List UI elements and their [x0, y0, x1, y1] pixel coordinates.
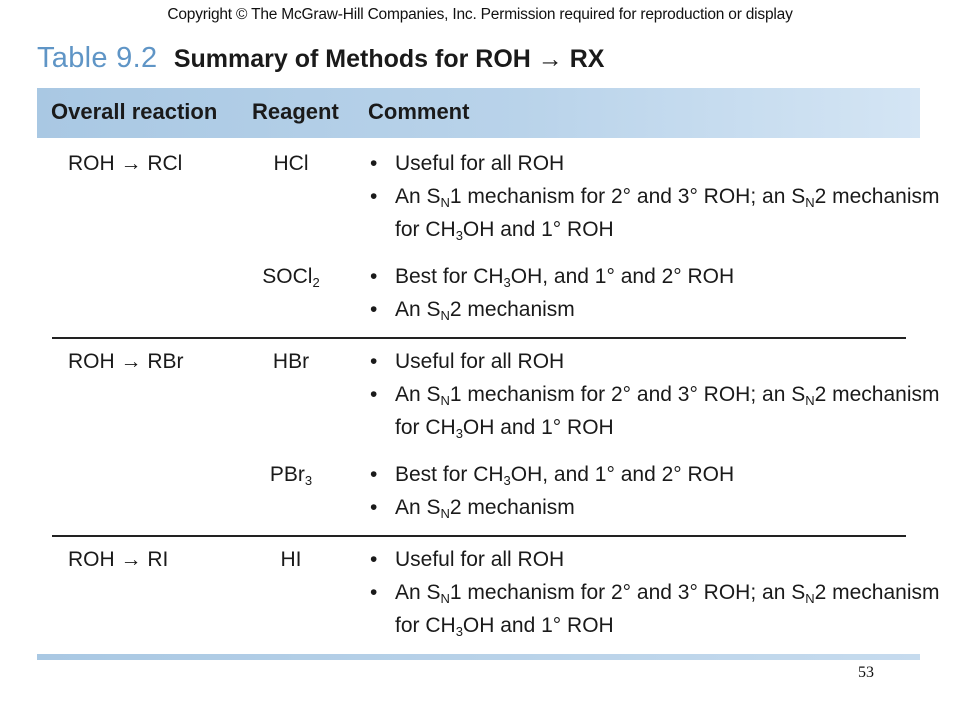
bullet-icon: • [370, 581, 378, 604]
reaction-rbr: ROH → RBr [68, 350, 184, 373]
list-item: • Useful for all ROH [370, 345, 940, 378]
comments-pbr3 [370, 458, 734, 524]
row-divider [52, 535, 906, 537]
comments-socl2 [370, 260, 734, 326]
comments-hi [370, 543, 940, 642]
column-header-reaction: Overall reaction [51, 99, 218, 124]
bullet-icon: • [370, 265, 378, 288]
list-item-continuation: for $CH_3OH$ and 1° ROH [395, 416, 614, 441]
reaction-rcl: ROH → RCl [68, 152, 183, 175]
column-header-reagent: Reagent [252, 99, 339, 124]
list-item: • An $S_N2$ mechanism [370, 491, 734, 524]
list-item: • Best for $CH_3OH$, and 1° and 2° ROH [370, 260, 734, 293]
reagent-hbr: HBr [272, 350, 310, 373]
table-title [37, 42, 604, 75]
list-item-continuation: for $CH_3OH$ and 1° ROH [395, 614, 614, 639]
list-item: • An $S_N1$ mechanism for 2° and 3° ROH; an $S_N2$ mechanism [370, 378, 940, 411]
list-item: • Best for $CH_3OH$, and 1° and 2° ROH [370, 458, 734, 491]
reagent-socl2: SOCl$_2$ [262, 265, 320, 290]
reagent-pbr3: PBr$_3$ [269, 463, 313, 488]
bullet-icon: • [370, 152, 378, 175]
bullet-icon: • [370, 350, 378, 373]
table-caption: Summary of Methods for ROH → RX [173, 45, 605, 73]
table-bottom-bar [37, 654, 920, 660]
bullet-icon: • [370, 383, 378, 406]
comments-hbr [370, 345, 940, 444]
list-item: • An $S_N2$ mechanism [370, 293, 734, 326]
bullet-icon: • [370, 548, 378, 571]
list-item-continuation: for $CH_3OH$ and 1° ROH [395, 218, 614, 243]
bullet-icon: • [370, 185, 378, 208]
copyright-notice: Copyright © The McGraw-Hill Companies, Inc. Permission required for reproduction or display [167, 6, 793, 23]
bullet-icon: • [370, 463, 378, 486]
comments-hcl [370, 147, 940, 246]
list-item: • An $S_N1$ mechanism for 2° and 3° ROH; an $S_N2$ mechanism [370, 576, 940, 609]
table-header-bar [37, 88, 920, 138]
bullet-icon: • [370, 496, 378, 519]
table-label: Table 9.2 [37, 42, 158, 74]
list-item: • Useful for all ROH [370, 147, 940, 180]
list-item: • An $S_N1$ mechanism for 2° and 3° ROH; an $S_N2$ mechanism [370, 180, 940, 213]
reagent-hi: HI [280, 548, 302, 571]
bullet-icon: • [370, 298, 378, 321]
list-item: • Useful for all ROH [370, 543, 940, 576]
page-number: 53 [858, 664, 874, 681]
row-divider [52, 337, 906, 339]
reaction-ri: ROH → RI [68, 548, 169, 571]
reagent-hcl: HCl [273, 152, 309, 175]
column-header-comment: Comment [368, 99, 470, 124]
